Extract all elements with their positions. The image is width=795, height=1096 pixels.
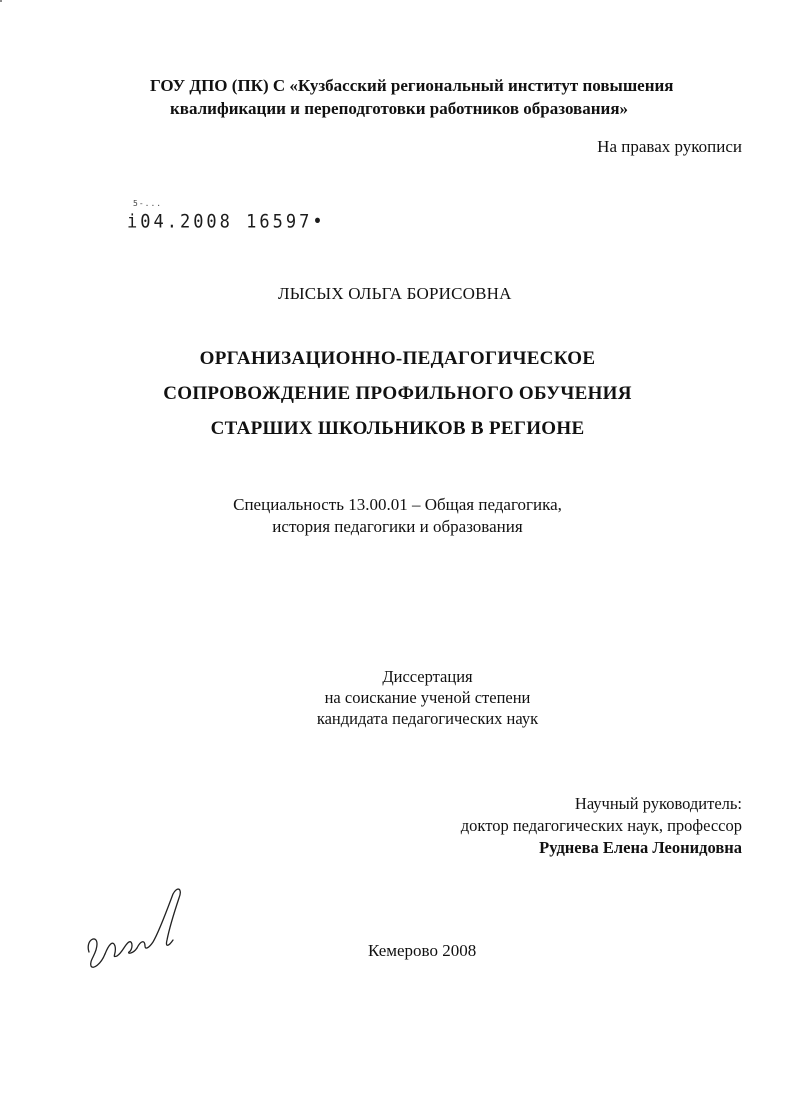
degree-block: [30, 666, 795, 729]
scan-speck: [0, 0, 2, 2]
institution-line-2: квалификации и переподготовки работников образования»: [170, 99, 629, 118]
degree-line-1: Диссертация: [382, 667, 473, 686]
institution-line-1: ГОУ ДПО (ПК) С «Кузбасский региональный институт повышения: [150, 76, 674, 95]
title-line-3: СТАРШИХ ШКОЛЬНИКОВ В РЕГИОНЕ: [210, 418, 585, 439]
supervisor-label: Научный руководитель:: [574, 794, 742, 813]
specialty-line-1: Специальность 13.00.01 – Общая педагогика,: [233, 495, 562, 514]
catalog-number: 04.2008 16597: [140, 210, 313, 234]
degree-line-3: кандидата педагогических наук: [316, 709, 539, 728]
specialty-line-2: история педагогики и образования: [272, 517, 523, 536]
institution-name: [150, 74, 750, 120]
degree-line-2: на соискание ученой степени: [324, 688, 531, 707]
title-line-2: СОПРОВОЖДЕНИЕ ПРОФИЛЬНОГО ОБУЧЕНИЯ: [163, 383, 632, 404]
city-year: Кемерово 2008: [368, 941, 477, 960]
manuscript-note: На правах рукописи: [597, 137, 742, 156]
specialty-block: [0, 494, 795, 538]
catalog-prefix-mark: і: [127, 210, 141, 234]
author-name: ЛЫСЫХ ОЛЬГА БОРИСОВНА: [278, 284, 512, 303]
catalog-small-marks: 5-...: [133, 199, 163, 208]
catalog-number-stamp: [127, 211, 326, 233]
supervisor-credentials: доктор педагогических наук, профессор: [460, 816, 742, 835]
dissertation-title: [0, 341, 795, 446]
supervisor-block: [461, 793, 742, 859]
handwritten-signature: [83, 880, 198, 975]
catalog-suffix-mark: •: [312, 210, 326, 234]
title-line-1: ОРГАНИЗАЦИОННО-ПЕДАГОГИЧЕСКОЕ: [199, 348, 596, 369]
supervisor-name: Руднева Елена Леонидовна: [539, 838, 742, 857]
